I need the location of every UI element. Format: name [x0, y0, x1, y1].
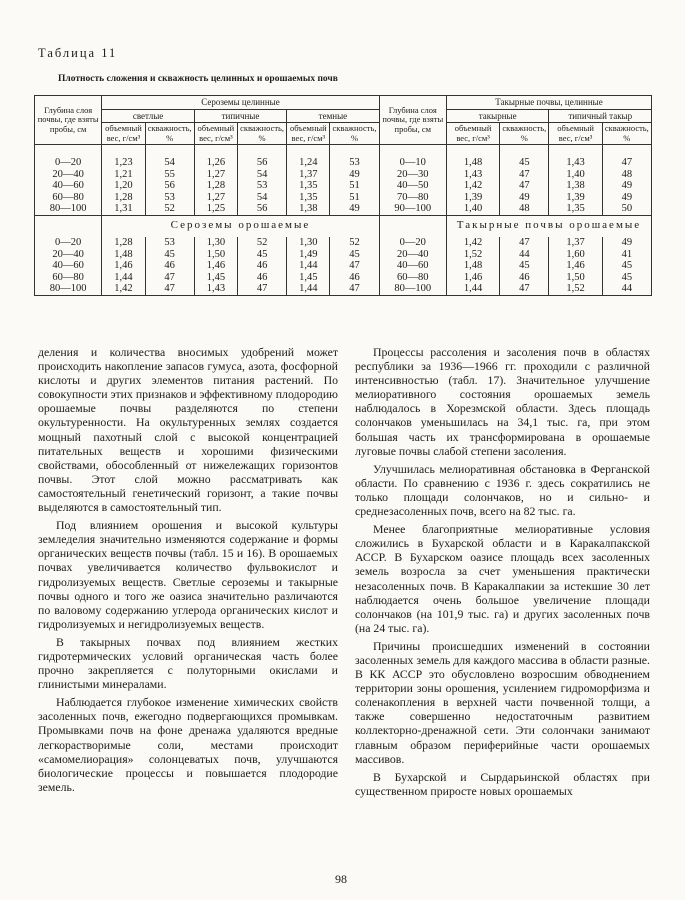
table-cell: 1,21	[102, 169, 145, 181]
table-cell: 1,30	[287, 237, 330, 249]
table-row	[35, 192, 652, 204]
table-cell: 56	[237, 203, 286, 215]
table-caption: Таблица 11	[38, 46, 118, 60]
table-cell: 53	[145, 192, 194, 204]
table-cell: 1,20	[102, 180, 145, 192]
table-cell: 1,45	[194, 272, 237, 284]
paragraph: Наблюдается глубокое изменение химических свойств засоленных почв, ежегодно подвергающихся промывкам. Промывками почв на фоне дренажа удаляются вредные легкорастворимые соли, местами происходит «самомелиорация» солонцеватых почв, улучшаются биологические процессы и повышается плодородие земель.	[38, 695, 338, 794]
table-cell: 49	[602, 180, 651, 192]
table-cell: 40—60	[35, 260, 102, 272]
left-column	[38, 345, 338, 798]
table-cell: 60—80	[35, 272, 102, 284]
table-cell: 1,42	[446, 180, 499, 192]
table-cell: 0—20	[35, 237, 102, 249]
table-cell: 47	[500, 283, 549, 295]
spacer-cell	[35, 215, 102, 237]
table-cell: 1,28	[102, 237, 145, 249]
table-cell: 53	[330, 145, 379, 169]
table-cell: 45	[602, 260, 651, 272]
table-cell: 20—40	[35, 249, 102, 261]
table-cell: 1,35	[287, 180, 330, 192]
table-cell: 0—20	[379, 237, 446, 249]
table-cell: 56	[145, 180, 194, 192]
table-cell: 1,46	[102, 260, 145, 272]
paragraph: В Бухарской и Сырдарьинской областях при существенном приросте новых орошаемых	[355, 769, 650, 798]
table-cell: 1,27	[194, 169, 237, 181]
paragraph: Под влиянием орошения и высокой культуры земледелия значительно изменяются содержание и формы органических веществ почвы (табл. 15 и 16). В орошаемых почвах увеличивается количество фульвокислот и гидролизуемых веществ. Светлые сероземы и такырные почвы одного и того же оазиса значительно различаются по валовому содержанию углерода органических кислот и гидролизуемых и негидролизуемых веществ.	[38, 518, 338, 631]
table-cell: 49	[330, 203, 379, 215]
table-cell: 0—10	[379, 145, 446, 169]
table-cell: 1,31	[102, 203, 145, 215]
table-cell: 1,46	[194, 260, 237, 272]
table-cell: 54	[237, 169, 286, 181]
table-cell: 45	[500, 260, 549, 272]
table-cell: 40—50	[379, 180, 446, 192]
paragraph: Процессы рассоления и засоления почв в областях республики за 1936—1966 гг. проходили с различной интенсивностью (табл. 17). Значительное улучшение мелиоративного состояния орошаемых земель наблюдалось в Хорезмской области. Здесь площадь солончаков уменьшилась на 34,1 тыс. га, при этом большая часть их трансформирована в орошаемые луговые почвы слабой степени засоления.	[355, 345, 650, 458]
table-cell: 46	[500, 272, 549, 284]
table-cell: 47	[145, 272, 194, 284]
table-cell: 55	[145, 169, 194, 181]
table-cell: 51	[330, 192, 379, 204]
table-cell: 1,50	[194, 249, 237, 261]
table-cell: 1,52	[446, 249, 499, 261]
table-cell: 1,44	[446, 283, 499, 295]
vol-header: объемный вес, г/см³	[549, 123, 602, 145]
table-row	[35, 203, 652, 215]
por-header: скважность, %	[500, 123, 549, 145]
table-cell: 1,44	[102, 272, 145, 284]
table-row	[35, 180, 652, 192]
takyr-header: такырные	[446, 109, 548, 123]
table-row	[35, 272, 652, 284]
table-cell: 40—60	[379, 260, 446, 272]
table-cell: 1,50	[549, 272, 602, 284]
paragraph: Менее благоприятные мелиоративные условия сложились в Бухарской области и в Каракалпакской АССР. В Бухарском оазисе площадь всех засоленных земель возросла за счет уменьшения практически незасоленных почв. В Каракалпакии за истекшие 30 лет наблюдается очень большое увеличение площади солончаков (на 101,9 тыс. га) и других засоленных почв (на 24 тыс. га).	[355, 522, 650, 635]
table-cell: 56	[237, 145, 286, 169]
vol-header: объемный вес, г/см³	[194, 123, 237, 145]
serozem-irrigated-label: Сероземы орошаемые	[102, 215, 379, 237]
table-row	[35, 283, 652, 295]
table-cell: 90—100	[379, 203, 446, 215]
paragraph: В такырных почвах под влиянием жестких гидротермических условий органическая часть более прочно закрепляется с полуторными окислами и глинистыми минералами.	[38, 634, 338, 692]
table-cell: 1,52	[549, 283, 602, 295]
table-cell: 1,35	[287, 192, 330, 204]
table-cell: 46	[237, 260, 286, 272]
table-row	[35, 260, 652, 272]
table-cell: 20—30	[379, 169, 446, 181]
table-cell: 54	[145, 145, 194, 169]
table-cell: 1,43	[549, 145, 602, 169]
serozem-virgin-header: Сероземы целинные	[102, 96, 379, 110]
table-cell: 60—80	[35, 192, 102, 204]
table-cell: 50	[602, 203, 651, 215]
por-header: скважность, %	[602, 123, 651, 145]
vol-header: объемный вес, г/см³	[287, 123, 330, 145]
table-cell: 1,43	[446, 169, 499, 181]
table-cell: 46	[237, 272, 286, 284]
spacer-cell	[379, 215, 446, 237]
table-title: Плотность сложения и скважность целинных и орошаемых почв	[58, 74, 338, 84]
table-cell: 1,44	[287, 260, 330, 272]
table-cell: 1,44	[287, 283, 330, 295]
table-cell: 0—20	[35, 145, 102, 169]
table-row	[35, 145, 652, 169]
table-cell: 1,24	[287, 145, 330, 169]
table-row	[35, 169, 652, 181]
table-cell: 47	[330, 283, 379, 295]
table-cell: 1,48	[446, 260, 499, 272]
table-cell: 45	[602, 272, 651, 284]
right-column	[355, 345, 650, 802]
table-cell: 1,37	[287, 169, 330, 181]
table-cell: 1,49	[287, 249, 330, 261]
table-cell: 1,60	[549, 249, 602, 261]
table-cell: 53	[145, 237, 194, 249]
table-cell: 70—80	[379, 192, 446, 204]
table-cell: 45	[330, 249, 379, 261]
table-cell: 1,45	[287, 272, 330, 284]
vol-header: объемный вес, г/см³	[102, 123, 145, 145]
table-cell: 1,27	[194, 192, 237, 204]
table-cell: 80—100	[35, 203, 102, 215]
table-cell: 41	[602, 249, 651, 261]
table-cell: 1,46	[549, 260, 602, 272]
table-cell: 45	[500, 145, 549, 169]
table-cell: 47	[500, 180, 549, 192]
depth-header-2: Глубина слоя почвы, где взяты пробы, см	[379, 96, 446, 145]
table-cell: 47	[145, 283, 194, 295]
por-header: скважность, %	[145, 123, 194, 145]
table-cell: 1,26	[194, 145, 237, 169]
table-cell: 47	[330, 260, 379, 272]
table-cell: 47	[500, 237, 549, 249]
depth-header: Глубина слоя почвы, где взяты пробы, см	[35, 96, 102, 145]
table-cell: 1,39	[446, 192, 499, 204]
table-cell: 1,48	[102, 249, 145, 261]
table-cell: 44	[500, 249, 549, 261]
takyr-irrigated-label: Такырные почвы орошаемые	[446, 215, 651, 237]
table-cell: 1,40	[446, 203, 499, 215]
table-cell: 1,39	[549, 192, 602, 204]
table-cell: 45	[145, 249, 194, 261]
table-cell: 49	[330, 169, 379, 181]
typical-header: типичные	[194, 109, 286, 123]
dark-header: темные	[287, 109, 379, 123]
table-cell: 46	[145, 260, 194, 272]
table-cell: 1,42	[102, 283, 145, 295]
table-cell: 47	[237, 283, 286, 295]
takyr-virgin-header: Такырные почвы, целинные	[446, 96, 651, 110]
data-table	[34, 95, 652, 296]
table-cell: 1,28	[194, 180, 237, 192]
paragraph: деления и количества вносимых удобрений может происходить накопление запасов гумуса, азота, фосфорной кислоты и других элементов питания растений. По совокупности этих признаков и эффективному плодородию орошаемые почвы разделяются по степени окультуренности. На окультуренных землях создается мощный пахотный слой с высокой концентрацией питательных веществ и хорошими физическими свойствами, обособленный от нижележащих горизонтов почвы. Этот слой можно рассматривать как самостоятельный генетический горизонт, а такие почвы выделяются в самостоятельный тип.	[38, 345, 338, 515]
table-cell: 1,40	[549, 169, 602, 181]
table-cell: 47	[500, 169, 549, 181]
paragraph: Улучшилась мелиоративная обстановка в Ферганской области. По сравнению с 1936 г. здесь сократились не только площади солончаков, но и сильно- и среднезасоленных почв, всего на 82 тыс. га.	[355, 461, 650, 519]
paragraph: Причины происшедших изменений в состоянии засоленных земель для каждого массива в области разные. В КК АССР это обусловлено возросшим обводнением территории зоны орошения, усилением гидроморфизма и соленакопления в верхней части почвенной толщи, а также совершенно недостаточным развитием коллекторно-дренажной сети. Эти солончаки занимают главным образом периферийные части орошаемых массивов.	[355, 638, 650, 766]
table-cell: 48	[602, 169, 651, 181]
table-cell: 1,23	[102, 145, 145, 169]
table-row	[35, 249, 652, 261]
table-cell: 49	[602, 237, 651, 249]
table-cell: 1,43	[194, 283, 237, 295]
page-number: 98	[335, 872, 347, 886]
table-cell: 60—80	[379, 272, 446, 284]
table-cell: 1,46	[446, 272, 499, 284]
table-cell: 47	[602, 145, 651, 169]
table-cell: 52	[330, 237, 379, 249]
table-cell: 1,38	[287, 203, 330, 215]
table-cell: 44	[602, 283, 651, 295]
table-cell: 1,38	[549, 180, 602, 192]
table-cell: 20—40	[35, 169, 102, 181]
light-header: светлые	[102, 109, 194, 123]
virgin-rows	[35, 145, 652, 216]
table-cell: 53	[237, 180, 286, 192]
table-cell: 20—40	[379, 249, 446, 261]
table-cell: 51	[330, 180, 379, 192]
por-header: скважность, %	[330, 123, 379, 145]
table-cell: 1,25	[194, 203, 237, 215]
typical-takyr-header: типичный такыр	[549, 109, 652, 123]
table-cell: 80—100	[35, 283, 102, 295]
table-cell: 40—60	[35, 180, 102, 192]
table-cell: 1,30	[194, 237, 237, 249]
irrigated-rows	[35, 237, 652, 295]
table-cell: 45	[237, 249, 286, 261]
table-cell: 1,48	[446, 145, 499, 169]
table-cell: 52	[237, 237, 286, 249]
table-cell: 52	[145, 203, 194, 215]
table-cell: 1,42	[446, 237, 499, 249]
table-cell: 1,28	[102, 192, 145, 204]
table-cell: 1,37	[549, 237, 602, 249]
vol-header: объемный вес, г/см³	[446, 123, 499, 145]
table-cell: 49	[602, 192, 651, 204]
table-row	[35, 237, 652, 249]
table-cell: 1,35	[549, 203, 602, 215]
table-cell: 80—100	[379, 283, 446, 295]
por-header: скважность, %	[237, 123, 286, 145]
table-cell: 49	[500, 192, 549, 204]
table-cell: 54	[237, 192, 286, 204]
table-cell: 48	[500, 203, 549, 215]
table-cell: 46	[330, 272, 379, 284]
